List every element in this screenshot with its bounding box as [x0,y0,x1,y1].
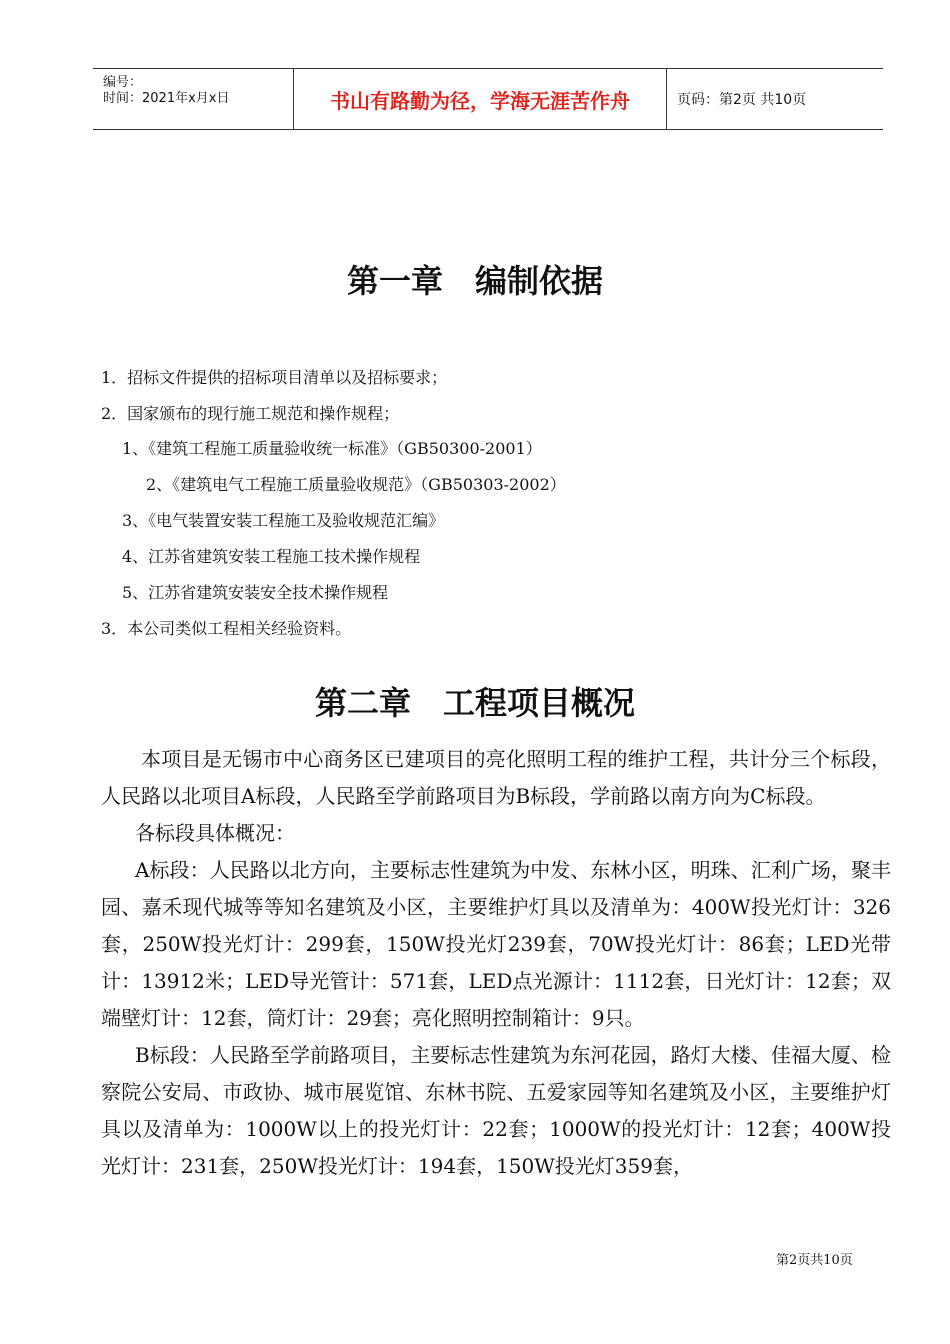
number-label: 编号： [103,75,143,90]
list-item: 2、《建筑电气工程施工质量验收规范》（GB50303-2002） [146,475,566,494]
list-item: 3．本公司类似工程相关经验资料。 [101,619,352,638]
header-page-cell [667,69,883,129]
page-header [93,68,883,130]
paragraph: 本项目是无锡市中心商务区已建项目的亮化照明工程的维护工程，共计分三个标段，人民路以北项目A标段，人民路至学前路项目为B标段，学前路以南方向为C标段。 [101,747,891,808]
motto-text: 书山有路勤为径，学海无涯苦作舟 [330,88,630,113]
chapter-2-title: 第二章 工程项目概况 [314,684,635,722]
list-item: 1、《建筑工程施工质量验收统一标准》（GB50300-2001） [122,439,542,458]
list-item: 3、《电气装置安装工程施工及验收规范汇编》 [122,511,445,530]
page-footer: 第2页共10页 [776,1253,853,1268]
list-item: 5、江苏省建筑安装安全技术操作规程 [122,583,389,602]
paragraph: A标段：人民路以北方向，主要标志性建筑为中发、东林小区，明珠、汇利广场，聚丰园、嘉禾现代城等等知名建筑及小区，主要维护灯具以及清单为：400W投光灯计：326套，250W投光灯计：299套，150W投光灯239套，70W投光灯计：86套；LED光带计：13912米；LED导光管计：571套，LED点光源计：1112套，日光灯计：12套；双端壁灯计：12套，筒灯计：29套；亮化照明控制箱计：9只。 [101,858,891,1030]
paragraph: B标段：人民路至学前路项目，主要标志性建筑为东河花园，路灯大楼、佳福大厦、检察院公安局、市政协、城市展览馆、东林书院、五爱家园等知名建筑及小区，主要维护灯具以及清单为：1000W以上的投光灯计：22套；1000W的投光灯计：12套；400W投光灯计：231套，250W投光灯计：194套，150W投光灯359套， [101,1043,891,1178]
header-meta-cell [93,69,294,129]
list-item: 2．国家颁布的现行施工规范和操作规程； [101,404,400,423]
list-item: 4、江苏省建筑安装工程施工技术操作规程 [122,547,421,566]
chapter-1-title: 第一章 编制依据 [346,262,603,300]
header-motto-cell [294,69,667,129]
time-label: 时间：2021年x月x日 [103,91,230,106]
page-info: 页码：第2页 共10页 [677,92,807,108]
chapter-2-body [101,741,891,1185]
list-item: 1．招标文件提供的招标项目清单以及招标要求； [101,368,448,387]
paragraph: 各标段具体概况： [135,821,295,845]
